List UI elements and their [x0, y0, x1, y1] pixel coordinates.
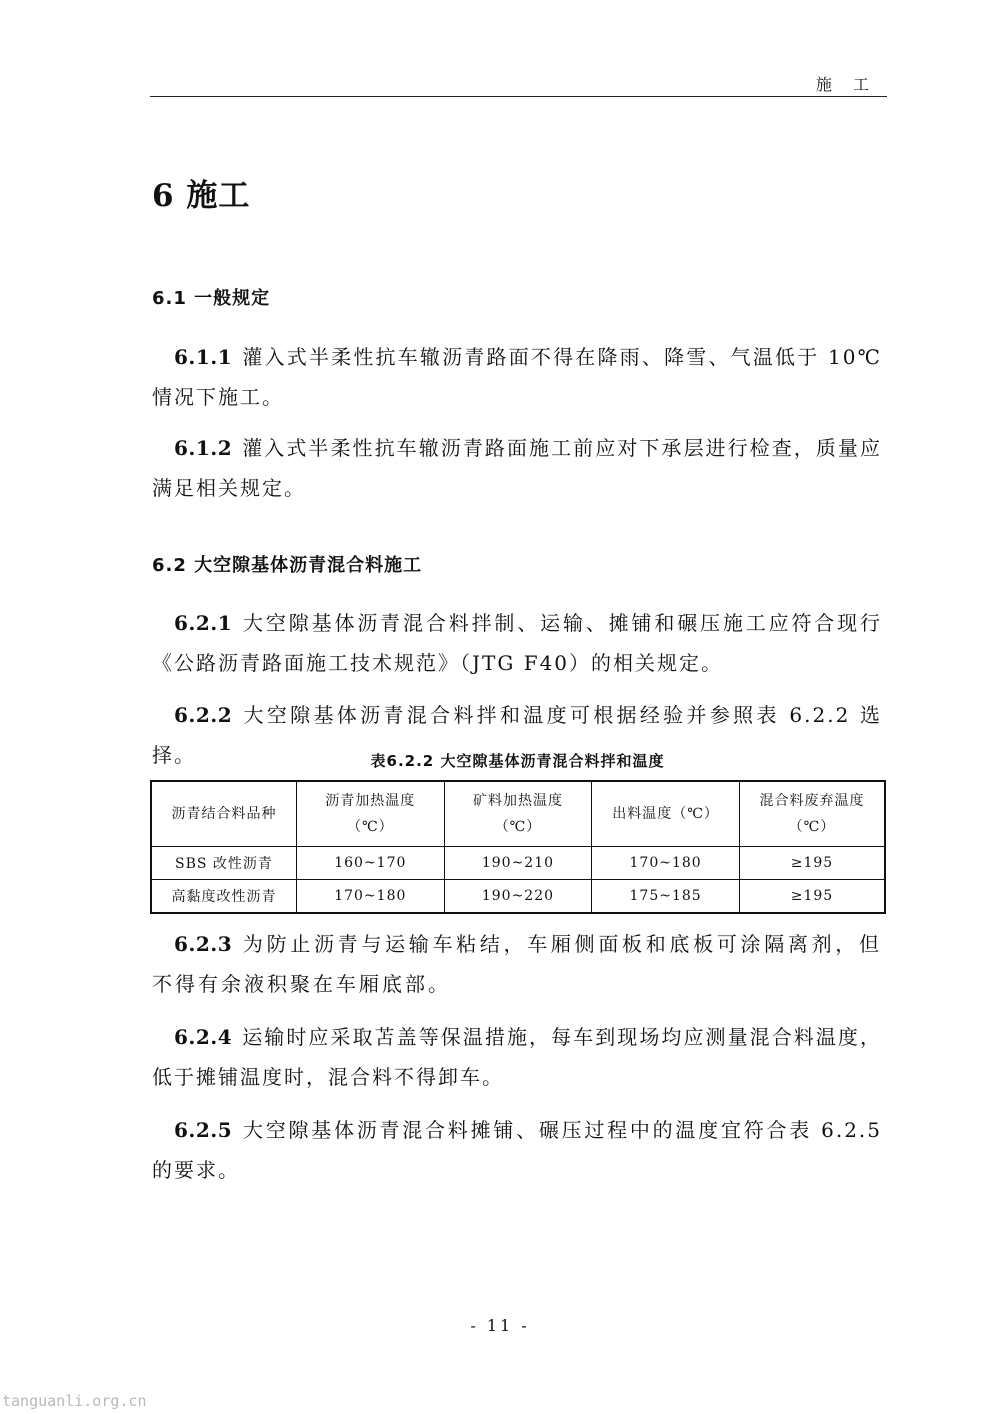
header-unit: （℃） [788, 819, 836, 835]
table-header-cell [296, 781, 444, 847]
header-line: 沥青加热温度 [325, 793, 416, 809]
table-cell: ≥195 [739, 880, 885, 914]
header-line: 混合料废弃温度 [759, 793, 865, 809]
table-header-cell [739, 781, 885, 847]
clause-6-2-5 [152, 1110, 882, 1190]
clause-6-1-2 [152, 428, 882, 508]
clause-text: 大空隙基体沥青混合料摊铺、碾压过程中的温度宜符合表 6.2.5 的要求。 [152, 1118, 882, 1182]
mixing-temperature-table [150, 780, 886, 914]
watermark: tanguanli.org.cn [2, 1392, 147, 1410]
clause-6-1-1 [152, 337, 882, 417]
clause-number: 6.1.2 [174, 436, 233, 460]
table-row [151, 847, 885, 880]
chapter-title: 6 施工 [152, 178, 251, 214]
table-cell: 高黏度改性沥青 [151, 880, 296, 914]
table-caption: 表6.2.2 大空隙基体沥青混合料拌和温度 [370, 752, 665, 770]
section-title-6-2: 6.2 大空隙基体沥青混合料施工 [152, 555, 423, 576]
page-number: - 11 - [470, 1316, 530, 1335]
clause-number: 6.2.4 [174, 1025, 233, 1049]
table-cell: SBS 改性沥青 [151, 847, 296, 880]
clause-text: 灌入式半柔性抗车辙沥青路面施工前应对下承层进行检查，质量应满足相关规定。 [152, 436, 882, 500]
clause-number: 6.2.3 [174, 932, 233, 956]
clause-6-2-1 [152, 603, 882, 683]
clause-number: 6.2.5 [174, 1118, 233, 1142]
header-unit: （℃） [494, 819, 542, 835]
table-cell: 170~180 [592, 847, 740, 880]
running-header-title: 施 工 [815, 75, 877, 94]
table-cell: 190~220 [444, 880, 592, 914]
table-cell: 190~210 [444, 847, 592, 880]
table-cell: ≥195 [739, 847, 885, 880]
header-unit: （℃） [346, 819, 394, 835]
header-line: 矿料加热温度 [472, 793, 563, 809]
clause-6-2-3 [152, 924, 882, 1004]
clause-6-2-4 [152, 1017, 882, 1097]
section-title-6-1: 6.1 一般规定 [152, 288, 271, 309]
clause-text: 为防止沥青与运输车粘结，车厢侧面板和底板可涂隔离剂，但不得有余液积聚在车厢底部。 [152, 932, 882, 996]
clause-number: 6.2.1 [174, 611, 233, 635]
header-line: 出料温度（℃） [612, 806, 719, 822]
table-header-cell [592, 781, 740, 847]
table-cell: 175~185 [592, 880, 740, 914]
table-header-row [151, 781, 885, 847]
table-header-cell [151, 781, 296, 847]
running-header [150, 70, 887, 97]
table-cell: 170~180 [296, 880, 444, 914]
clause-text: 大空隙基体沥青混合料拌和温度可根据经验并参照表 6.2.2 选择。 [152, 703, 882, 767]
clause-number: 6.2.2 [174, 703, 233, 727]
clause-text: 运输时应采取苫盖等保温措施，每车到现场均应测量混合料温度，低于摊铺温度时，混合料不得卸车。 [152, 1025, 882, 1089]
clause-number: 6.1.1 [174, 345, 233, 369]
header-line: 沥青结合料品种 [171, 806, 277, 822]
clause-text: 灌入式半柔性抗车辙沥青路面不得在降雨、降雪、气温低于 10℃情况下施工。 [152, 345, 882, 409]
table-header-cell [444, 781, 592, 847]
table-row [151, 880, 885, 914]
clause-text: 大空隙基体沥青混合料拌制、运输、摊铺和碾压施工应符合现行《公路沥青路面施工技术规范》（JTG F40）的相关规定。 [152, 611, 882, 675]
table-cell: 160~170 [296, 847, 444, 880]
